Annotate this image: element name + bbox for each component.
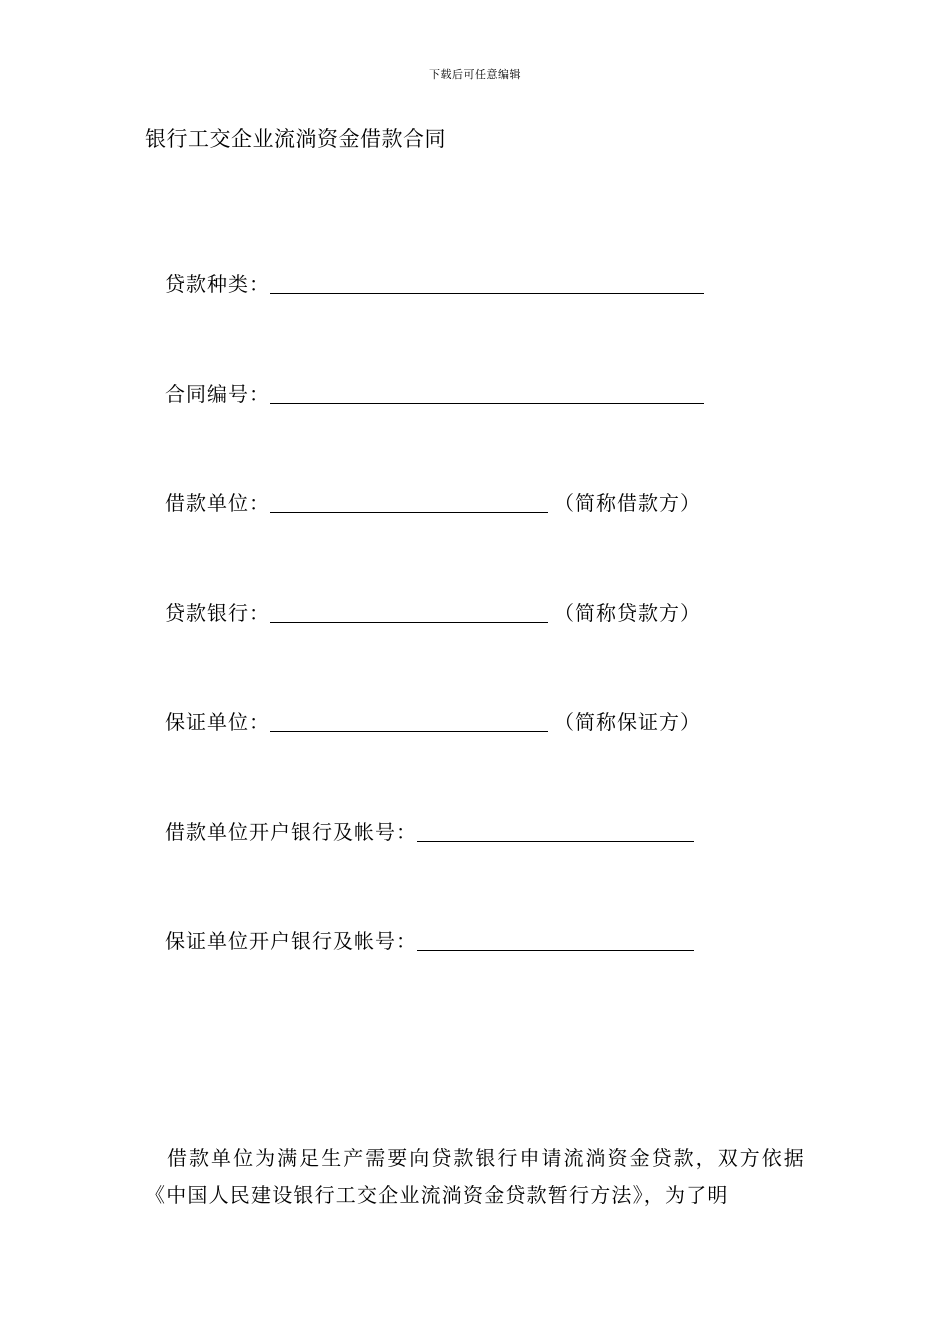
fill-in-blank[interactable] bbox=[417, 930, 694, 951]
field-label: 贷款银行： bbox=[165, 601, 270, 625]
field-lender-bank bbox=[165, 597, 701, 626]
field-borrower-bank-account bbox=[165, 816, 694, 845]
field-loan-type bbox=[165, 268, 704, 297]
field-contract-number bbox=[165, 378, 704, 407]
contract-body-paragraph: 借款单位为满足生产需要向贷款银行申请流淌资金贷款，双方依据《中国人民建设银行工交企业流淌资金贷款暂行方法》，为了明 bbox=[145, 1146, 805, 1207]
fill-in-blank[interactable] bbox=[270, 383, 704, 404]
fill-in-blank[interactable] bbox=[270, 273, 704, 294]
field-note: （简称保证方） bbox=[554, 710, 701, 734]
fill-in-blank[interactable] bbox=[270, 602, 548, 623]
field-label: 保证单位开户银行及帐号： bbox=[165, 929, 417, 953]
page-header-note: 下载后可任意编辑 bbox=[429, 68, 521, 81]
field-label: 合同编号： bbox=[165, 382, 270, 406]
fill-in-blank[interactable] bbox=[417, 821, 694, 842]
fill-in-blank[interactable] bbox=[270, 711, 548, 732]
fill-in-blank[interactable] bbox=[270, 492, 548, 513]
field-label: 借款单位开户银行及帐号： bbox=[165, 820, 417, 844]
field-label: 保证单位： bbox=[165, 710, 270, 734]
field-label: 贷款种类： bbox=[165, 272, 270, 296]
field-note: （简称借款方） bbox=[554, 491, 701, 515]
document-title: 银行工交企业流淌资金借款合同 bbox=[145, 127, 446, 151]
field-guarantor bbox=[165, 706, 701, 735]
field-guarantor-bank-account bbox=[165, 925, 694, 954]
field-label: 借款单位： bbox=[165, 491, 270, 515]
field-note: （简称贷款方） bbox=[554, 601, 701, 625]
field-borrower bbox=[165, 487, 701, 516]
